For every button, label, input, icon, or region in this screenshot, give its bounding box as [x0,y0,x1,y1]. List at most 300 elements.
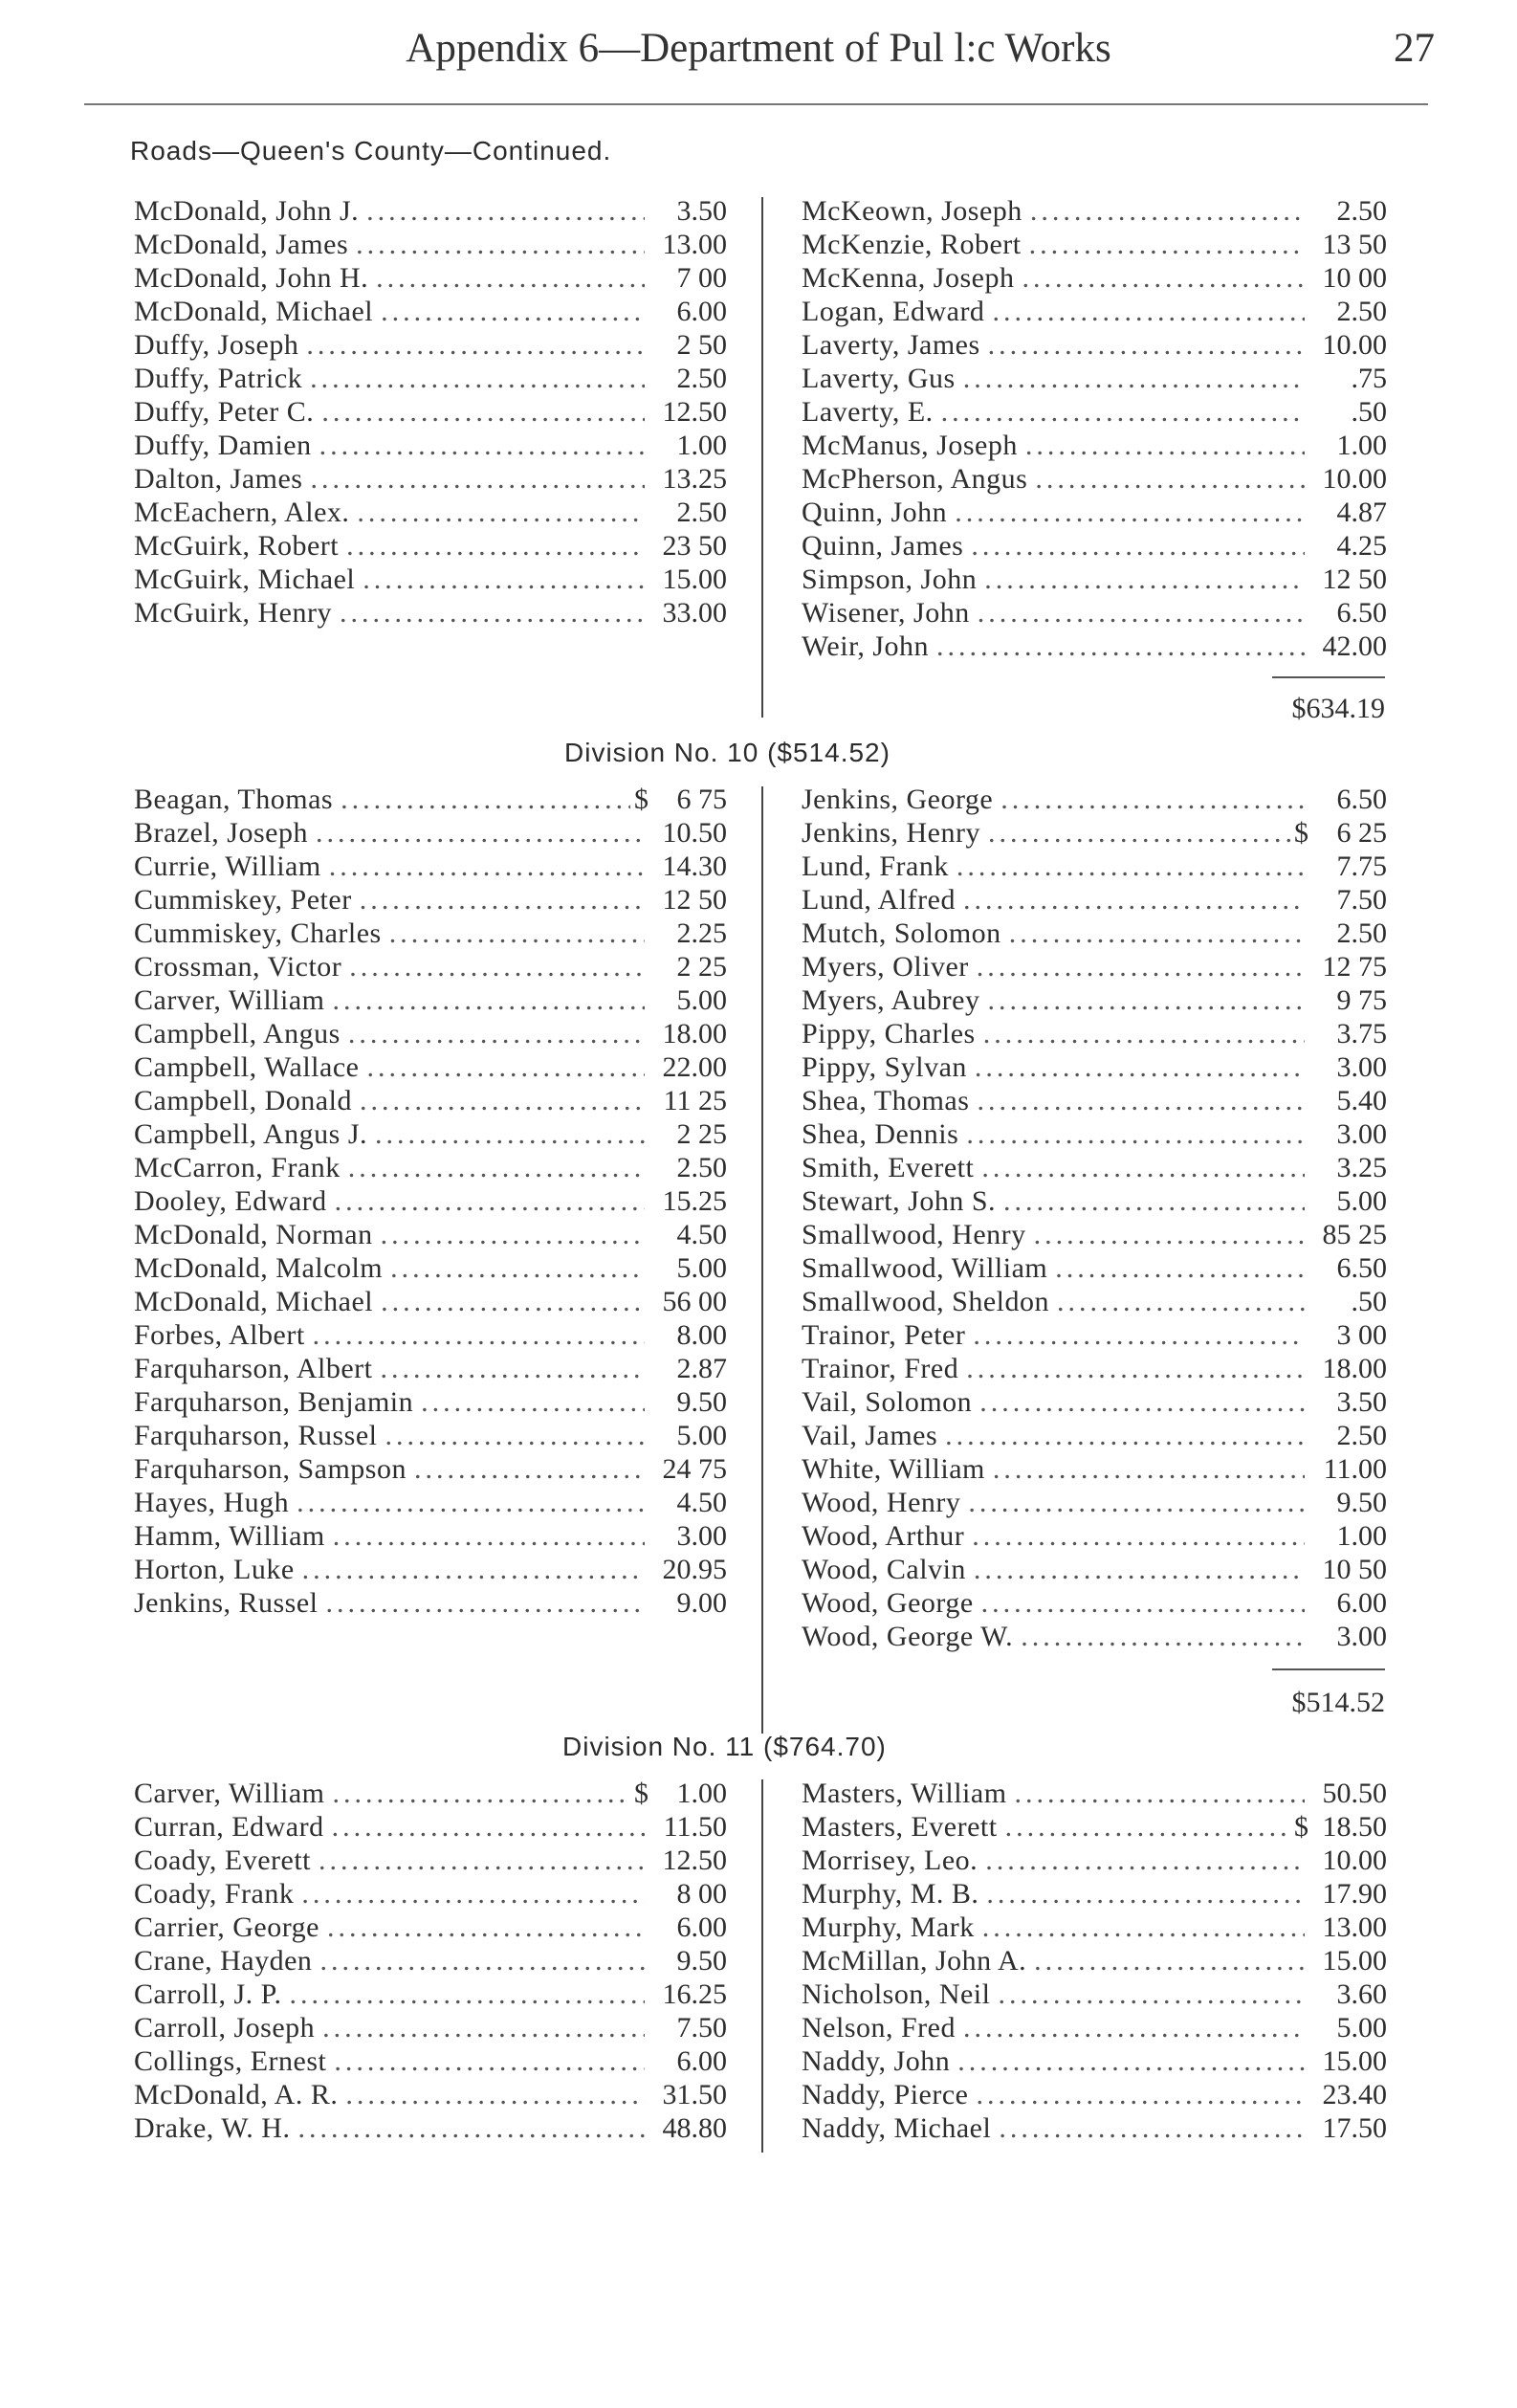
payment-amount: 11.00 [1323,1453,1387,1485]
payee-name: Logan, Edward [802,296,985,327]
payment-row [134,816,727,850]
dot-leader [348,1017,645,1050]
dot-leader [313,1318,645,1352]
dot-leader [981,1586,1305,1620]
dot-leader [376,261,645,295]
payment-row [802,194,1387,228]
payment-amount: 3.75 [1336,1018,1387,1049]
payee-name: Horton, Luke [134,1554,295,1585]
dot-leader [360,883,645,917]
payment-row [802,1218,1387,1251]
dot-leader [360,1084,645,1117]
payee-name: Cummiskey, Charles [134,917,382,949]
dot-leader [972,1519,1305,1553]
payment-amount: 3.60 [1336,1978,1387,2010]
dot-leader [979,1385,1305,1419]
dot-leader [977,950,1305,983]
payment-amount: 3.00 [1336,1118,1387,1150]
dot-leader [332,1777,630,1810]
dot-leader [297,2111,645,2145]
payee-name: Quinn, John [802,497,948,528]
total-rule [1272,1668,1385,1670]
payment-amount: 9.50 [676,1386,727,1418]
payment-amount: 4.25 [1336,530,1387,562]
division-heading: Division No. 11 ($764.70) [562,1732,887,1761]
payment-row [134,529,727,563]
dot-leader [381,295,645,328]
dot-leader [302,1553,645,1586]
payee-name: Carroll, J. P. [134,1978,282,2010]
payee-name: Coady, Frank [134,1878,295,1910]
payee-name: Carver, William [134,1778,325,1809]
payment-amount: 4.50 [676,1219,727,1250]
payee-name: Lund, Frank [802,851,949,882]
payment-row [802,295,1387,328]
payment-row [134,1151,727,1184]
payment-row [802,462,1387,496]
payee-name: Pippy, Charles [802,1018,976,1049]
payment-amount: 13.25 [662,463,727,495]
payment-row [134,983,727,1017]
payment-amount: 14.30 [662,851,727,882]
payment-row [802,1419,1387,1452]
dot-leader [341,783,630,816]
payee-name: Crane, Hayden [134,1945,313,1977]
payee-name: Currie, William [134,851,321,882]
dot-leader [977,2078,1306,2111]
dot-leader [955,496,1305,529]
payment-row [802,261,1387,295]
payee-name: Mutch, Solomon [802,917,1001,949]
payee-name: Lund, Alfred [802,884,956,916]
payment-row [134,883,727,917]
dot-leader [335,1184,645,1218]
payment-amount: 3.00 [676,1520,727,1552]
payee-name: Murphy, Mark [802,1911,975,1943]
payee-name: Vail, James [802,1420,938,1451]
payment-row [134,362,727,395]
division-10-right-column [802,783,1387,1653]
payee-name: McDonald, Michael [134,1286,374,1317]
payment-row [802,1553,1387,1586]
payee-name: McMillan, John A. [802,1945,1027,1977]
payment-amount: 12 50 [662,884,727,916]
payee-name: McKeown, Joseph [802,195,1022,227]
payee-name: Beagan, Thomas [134,784,334,815]
payee-name: Brazel, Joseph [134,817,308,849]
payment-amount: 48.80 [662,2112,727,2144]
payment-amount: 24 75 [662,1453,727,1485]
payee-name: Carrier, George [134,1911,319,1943]
payee-name: McDonald, Norman [134,1219,373,1250]
dot-leader [957,2044,1305,2078]
dot-leader [992,295,1305,328]
payee-name: Trainor, Fred [802,1353,959,1384]
dot-leader [414,1452,645,1486]
payment-row [802,1285,1387,1318]
page-header [0,25,1517,82]
payee-name: Shea, Thomas [802,1085,970,1116]
payee-name: Nelson, Fred [802,2012,956,2043]
dot-leader [984,563,1305,596]
payment-amount: 3.25 [1336,1152,1387,1183]
payment-row [802,850,1387,883]
payment-row [134,950,727,983]
payment-row [802,1486,1387,1519]
dot-leader [963,362,1305,395]
payment-row [802,1184,1387,1218]
payment-amount: 15.00 [1322,1945,1387,1977]
payment-row [134,563,727,596]
payment-row [134,850,727,883]
payment-row [802,1911,1387,1944]
dollar-sign: $ [634,1778,649,1809]
payee-name: Vail, Solomon [802,1386,973,1418]
payment-amount: .50 [1351,1286,1387,1317]
payment-row [134,1977,727,2011]
dot-leader [316,816,645,850]
payee-name: Pippy, Sylvan [802,1051,967,1083]
payee-name: McGuirk, Robert [134,530,340,562]
payment-amount: 9 75 [1336,984,1387,1016]
dot-leader [988,328,1305,362]
dot-leader [998,1977,1305,2011]
dot-leader [334,2044,645,2078]
payment-amount: 7.50 [1336,884,1387,916]
payee-name: McKenna, Joseph [802,262,1015,294]
payee-name: Dooley, Edward [134,1185,327,1217]
payment-amount: 31.50 [662,2079,727,2110]
payment-amount: 10 00 [1322,262,1387,294]
payee-name: McGuirk, Henry [134,597,332,629]
payment-row [134,1419,727,1452]
dot-leader [971,529,1305,563]
payment-amount: 9.00 [676,1587,727,1619]
payment-row [134,261,727,295]
payee-name: Trainor, Peter [802,1319,966,1351]
dot-leader [982,1911,1305,1944]
payment-amount: 12 75 [1322,951,1387,983]
payee-name: Duffy, Joseph [134,329,299,361]
payment-row [802,2078,1387,2111]
payee-name: McDonald, Malcolm [134,1252,384,1284]
payment-amount: 5.00 [1336,2012,1387,2043]
payee-name: McGuirk, Michael [134,563,356,595]
payment-row [134,328,727,362]
payee-name: McKenzie, Robert [802,229,1022,260]
payment-row [134,1777,727,1810]
payment-row [134,1117,727,1151]
dot-leader [1025,429,1305,462]
payment-row [134,2011,727,2044]
payee-name: Coady, Everett [134,1845,311,1876]
payee-name: McCarron, Frank [134,1152,341,1183]
dot-leader [356,228,645,261]
payment-row [134,1911,727,1944]
dot-leader [993,1452,1305,1486]
payment-amount: 4.50 [676,1487,727,1518]
payment-row [802,1877,1387,1911]
payee-name: McDonald, John J. [134,195,360,227]
payment-amount: 2 50 [676,329,727,361]
dot-leader [321,395,645,429]
payee-name: Farquharson, Sampson [134,1453,407,1485]
payment-amount: 6.00 [676,1911,727,1943]
header-rule [84,103,1428,105]
payee-name: Smallwood, Sheldon [802,1286,1050,1317]
page-number: 27 [1394,26,1435,71]
payment-amount: 6 25 [1336,817,1387,849]
dot-leader [1021,1620,1305,1653]
payment-row [134,1050,727,1084]
payment-row [134,2078,727,2111]
payment-row [802,1777,1387,1810]
payee-name: Farquharson, Benjamin [134,1386,414,1418]
payment-amount: 1.00 [676,430,727,461]
payment-row [134,395,727,429]
payment-amount: 22.00 [662,1051,727,1083]
payment-amount: 12.50 [662,396,727,428]
payment-amount: 5.40 [1336,1085,1387,1116]
payment-row [802,1810,1387,1844]
dot-leader [326,1586,645,1620]
dot-leader [936,630,1305,663]
payment-row [134,1486,727,1519]
payee-name: Murphy, M. B. [802,1878,979,1910]
payment-row [134,429,727,462]
payment-row [802,228,1387,261]
dot-leader [1003,1184,1305,1218]
payment-amount: 6.00 [1336,1587,1387,1619]
dot-leader [1030,194,1305,228]
dot-leader [348,1151,645,1184]
payee-name: Wood, Calvin [802,1554,966,1585]
payee-name: Campbell, Angus J. [134,1118,368,1150]
payment-amount: 50.50 [1322,1778,1387,1809]
payee-name: Smallwood, William [802,1252,1048,1284]
dot-leader [978,596,1305,630]
dot-leader [322,2011,645,2044]
payment-amount: 33.00 [662,597,727,629]
payment-row [802,429,1387,462]
payee-name: Wood, Arthur [802,1520,965,1552]
dot-leader [381,1218,645,1251]
payment-amount: 13 50 [1322,229,1387,260]
payment-amount: 1.00 [676,1778,727,1809]
payment-amount: 2.87 [676,1353,727,1384]
dot-leader [966,1352,1305,1385]
dot-leader [385,1419,645,1452]
payment-amount: 2 25 [676,951,727,983]
payment-row [134,1285,727,1318]
payee-name: Morrisey, Leo. [802,1845,978,1876]
payment-row [134,1519,727,1553]
roads-right-column [802,194,1387,663]
payment-amount: 5.00 [1336,1185,1387,1217]
payment-amount: 6.50 [1336,784,1387,815]
payment-row [134,1184,727,1218]
payment-amount: 42.00 [1322,630,1387,662]
payee-name: Wood, George [802,1587,974,1619]
dot-leader [963,2011,1305,2044]
payment-row [802,2111,1387,2145]
payment-row [802,529,1387,563]
payment-amount: 7 00 [676,262,727,294]
payment-row [802,2044,1387,2078]
payment-amount: 3.50 [1336,1386,1387,1418]
payment-amount: 9.50 [1336,1487,1387,1518]
dollar-sign: $ [634,784,649,815]
payment-row [134,1318,727,1352]
payment-amount: 5.00 [676,1252,727,1284]
division-11-right-column [802,1777,1387,2145]
payment-amount: .75 [1351,363,1387,394]
total-rule [1272,676,1385,678]
dollar-sign: $ [1294,1811,1308,1843]
payment-row [134,783,727,816]
payment-amount: 17.90 [1322,1878,1387,1910]
payee-name: Laverty, E. [802,396,934,428]
payee-name: Laverty, Gus [802,363,956,394]
dot-leader [945,1419,1305,1452]
payment-amount: 7.50 [676,2012,727,2043]
payee-name: Dalton, James [134,463,303,495]
payment-row [802,496,1387,529]
payee-name: Carroll, Joseph [134,2012,316,2043]
payee-name: Myers, Aubrey [802,984,980,1016]
dot-leader [977,1084,1305,1117]
payee-name: Collings, Ernest [134,2045,327,2077]
payment-amount: 3 00 [1336,1319,1387,1351]
payment-row [802,1452,1387,1486]
payee-name: Naddy, Michael [802,2112,992,2144]
payee-name: Myers, Oliver [802,951,969,983]
payment-row [134,596,727,630]
payment-amount: 10.00 [1322,463,1387,495]
payment-row [134,1844,727,1877]
payee-name: Smallwood, Henry [802,1219,1026,1250]
dot-leader [1057,1285,1305,1318]
payee-name: Wood, Henry [802,1487,961,1518]
payee-name: Hayes, Hugh [134,1487,290,1518]
payment-amount: 10 50 [1322,1554,1387,1585]
dot-leader [357,496,645,529]
payment-amount: 20.95 [662,1554,727,1585]
payment-row [802,883,1387,917]
payee-name: McDonald, John H. [134,262,369,294]
payment-amount: 11.50 [663,1811,727,1843]
payee-name: Cummiskey, Peter [134,884,352,916]
payment-amount: 6.00 [676,296,727,327]
payment-amount: 13.00 [1322,1911,1387,1943]
payment-amount: 2 25 [676,1118,727,1150]
payee-name: Smith, Everett [802,1152,975,1183]
dot-leader [389,917,645,950]
payment-amount: 15.00 [662,563,727,595]
dot-leader [1029,228,1305,261]
dot-leader [968,1486,1305,1519]
payee-name: McPherson, Angus [802,463,1028,495]
dot-leader [366,194,645,228]
dot-leader [986,1877,1305,1911]
payment-row [802,783,1387,816]
payment-amount: 10.50 [662,817,727,849]
payment-amount: 8 00 [676,1878,727,1910]
payment-row [134,496,727,529]
payment-row [802,1620,1387,1653]
payment-amount: 3.00 [1336,1621,1387,1652]
payee-name: Drake, W. H. [134,2112,291,2144]
payment-amount: 2.50 [1336,296,1387,327]
payment-amount: 85 25 [1322,1219,1387,1250]
dot-leader [306,328,645,362]
payment-row [802,1519,1387,1553]
payment-row [802,1050,1387,1084]
dot-leader [319,429,645,462]
payment-amount: 12.50 [662,1845,727,1876]
dot-leader [349,950,645,983]
dot-leader [1035,462,1305,496]
payment-amount: 4.87 [1336,497,1387,528]
dot-leader [363,563,645,596]
payment-row [134,228,727,261]
payee-name: Jenkins, George [802,784,994,815]
dot-leader [375,1117,645,1151]
dot-leader [310,362,645,395]
payment-amount: 17.50 [1322,2112,1387,2144]
payee-name: Wisener, John [802,597,970,629]
dot-leader [1009,917,1305,950]
payee-name: Curran, Edward [134,1811,324,1843]
dot-leader [1055,1251,1305,1285]
payment-row [802,1084,1387,1117]
dot-leader [983,1017,1305,1050]
dot-leader [1034,1944,1305,1977]
dot-leader [956,850,1305,883]
dot-leader [1015,1777,1305,1810]
payment-amount: 13.00 [662,229,727,260]
payee-name: McDonald, A. R. [134,2079,339,2110]
payment-row [134,1810,727,1844]
payee-name: Naddy, John [802,2045,951,2077]
payee-name: Jenkins, Russel [134,1587,319,1619]
payment-amount: .50 [1351,396,1387,428]
payment-row [802,1977,1387,2011]
payment-amount: 6.50 [1336,597,1387,629]
payment-row [802,395,1387,429]
payment-row [802,1944,1387,1977]
payment-row [134,1944,727,1977]
payee-name: Wood, George W. [802,1621,1014,1652]
dot-leader [319,1844,645,1877]
payee-name: McManus, Joseph [802,430,1018,461]
payee-name: White, William [802,1453,985,1485]
payment-row [134,2044,727,2078]
payee-name: Forbes, Albert [134,1319,305,1351]
payment-row [802,1844,1387,1877]
payment-amount: 18.00 [1322,1353,1387,1384]
payment-row [134,1452,727,1486]
payment-amount: 16.25 [662,1978,727,2010]
division-10-left-column [134,783,727,1620]
payment-row [134,1017,727,1050]
payee-name: Farquharson, Albert [134,1353,373,1384]
payment-row [802,2011,1387,2044]
dot-leader [332,1810,645,1844]
payee-name: Duffy, Patrick [134,363,303,394]
payment-row [802,1017,1387,1050]
dot-leader [988,816,1290,850]
